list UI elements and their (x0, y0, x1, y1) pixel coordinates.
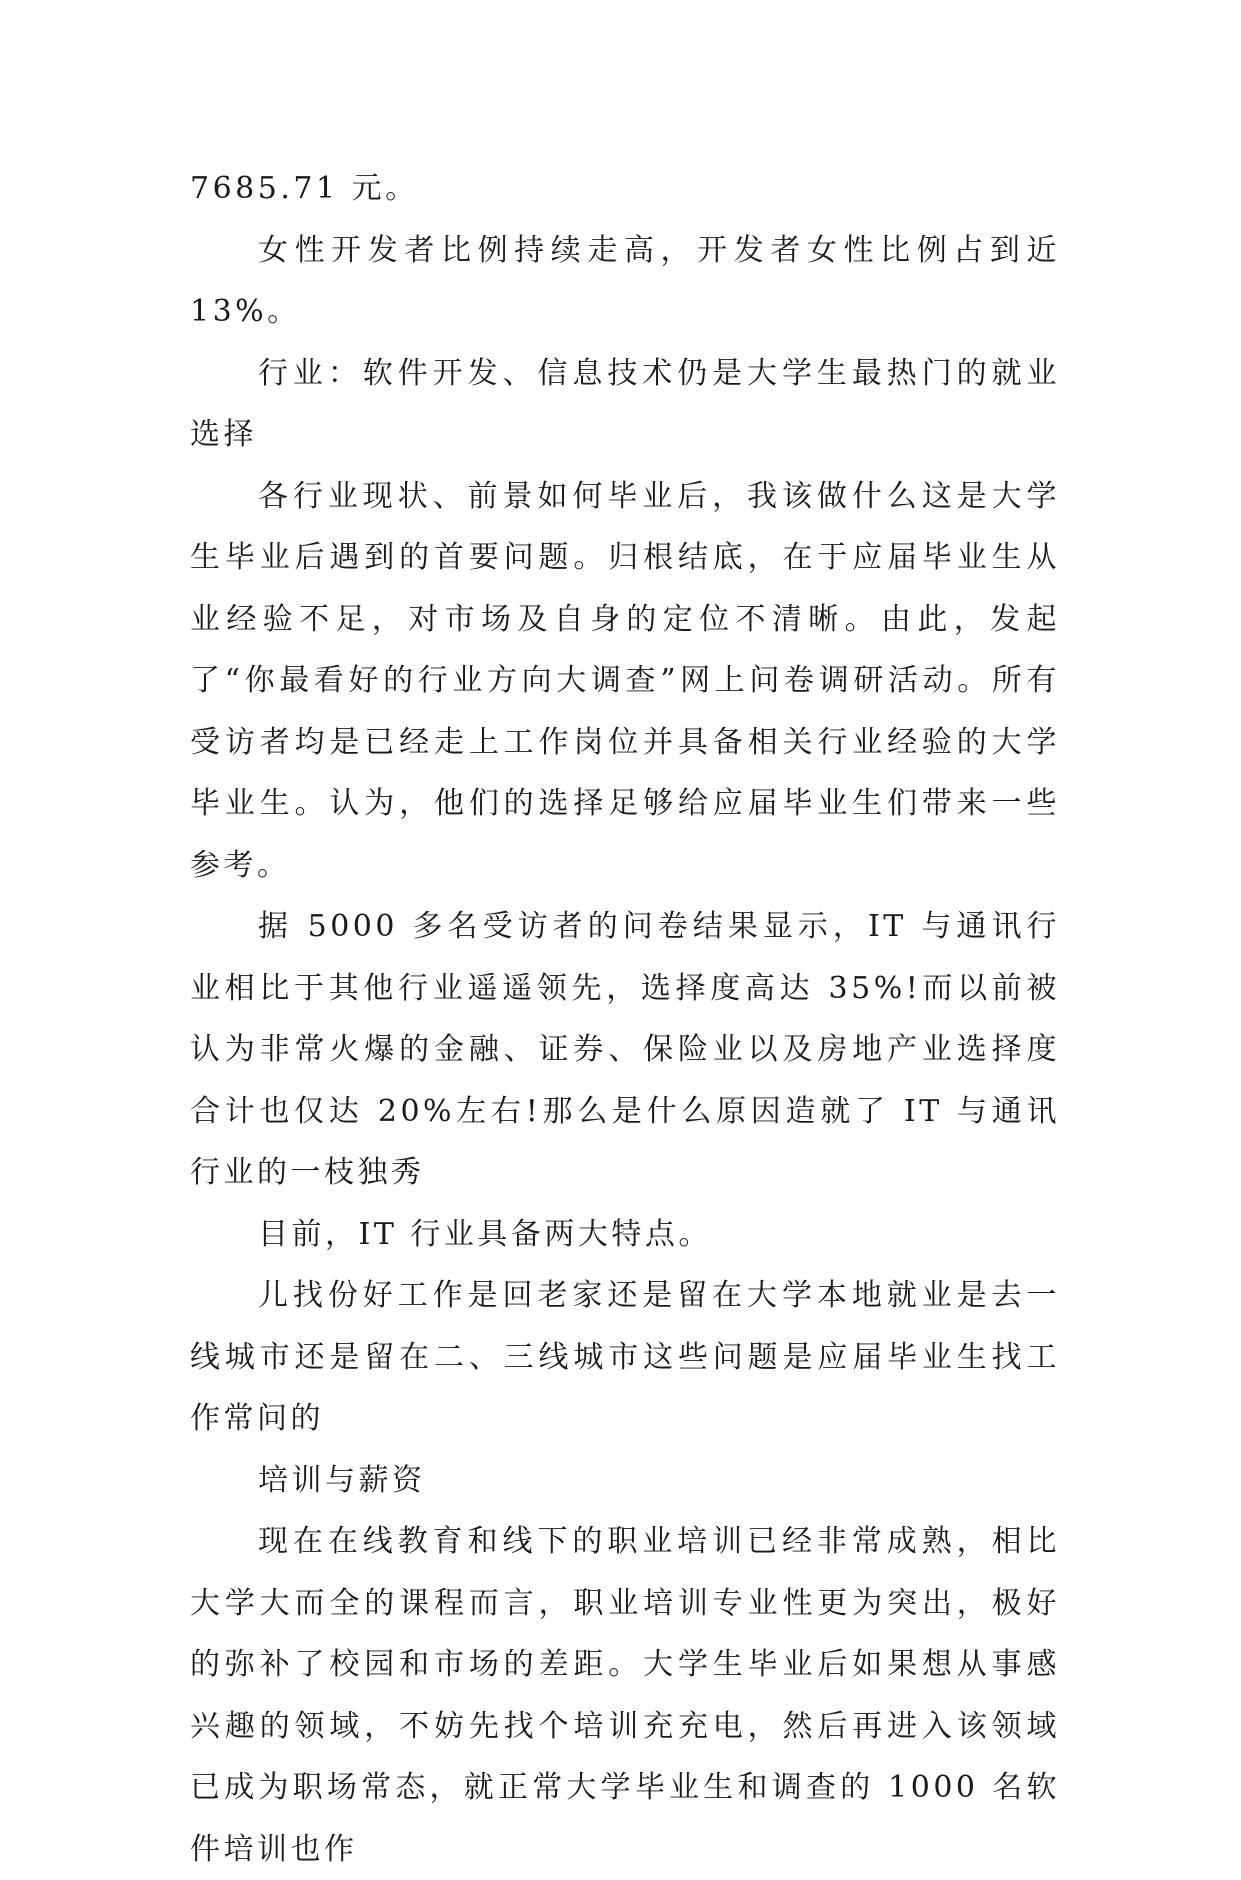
paragraph-female-developers: 女性开发者比例持续走高，开发者女性比例占到近 13%。 (190, 232, 1060, 329)
paragraph-city-choice: 儿找份好工作是回老家还是留在大学本地就业是去一线城市还是留在二、三线城市这些问题是应届毕业生找工作常问的 (190, 1278, 1060, 1436)
paragraph-it-features: 目前，IT 行业具备两大特点。 (258, 1216, 712, 1252)
paragraph-survey-results: 据 5000 多名受访者的问卷结果显示，IT 与通讯行业相比于其他行业遥遥领先，选择度高达 35%!而以前被认为非常火爆的金融、证券、保险业以及房地产业选择度合计也仅达 20%左右!那么是什么原因造就了 IT 与通讯行业的一枝独秀 (190, 909, 1060, 1190)
paragraph-salary-tail: 7685.71 元。 (190, 171, 419, 206)
paragraph-training-heading: 培训与薪资 (258, 1462, 426, 1498)
body-text (190, 158, 1060, 1880)
paragraph-industry-survey: 各行业现状、前景如何毕业后，我该做什么这是大学生毕业后遇到的首要问题。归根结底，在于应届毕业生从业经验不足，对市场及自身的定位不清晰。由此，发起了“你最看好的行业方向大调查”网上问卷调研活动。所有受访者均是已经走上工作岗位并具备相关行业经验的大学毕业生。认为，他们的选择足够给应届毕业生们带来一些参考。 (190, 478, 1060, 883)
paragraph-industry-heading: 行业：软件开发、信息技术仍是大学生最热门的就业选择 (190, 355, 1060, 452)
paragraph-training-body: 现在在线教育和线下的职业培训已经非常成熟，相比大学大而全的课程而言，职业培训专业性更为突出，极好的弥补了校园和市场的差距。大学生毕业后如果想从事感兴趣的领域，不妨先找个培训充充电，然后再进入该领域已成为职场常态，就正常大学毕业生和调查的 1000 名软件培训也作 (190, 1524, 1060, 1867)
